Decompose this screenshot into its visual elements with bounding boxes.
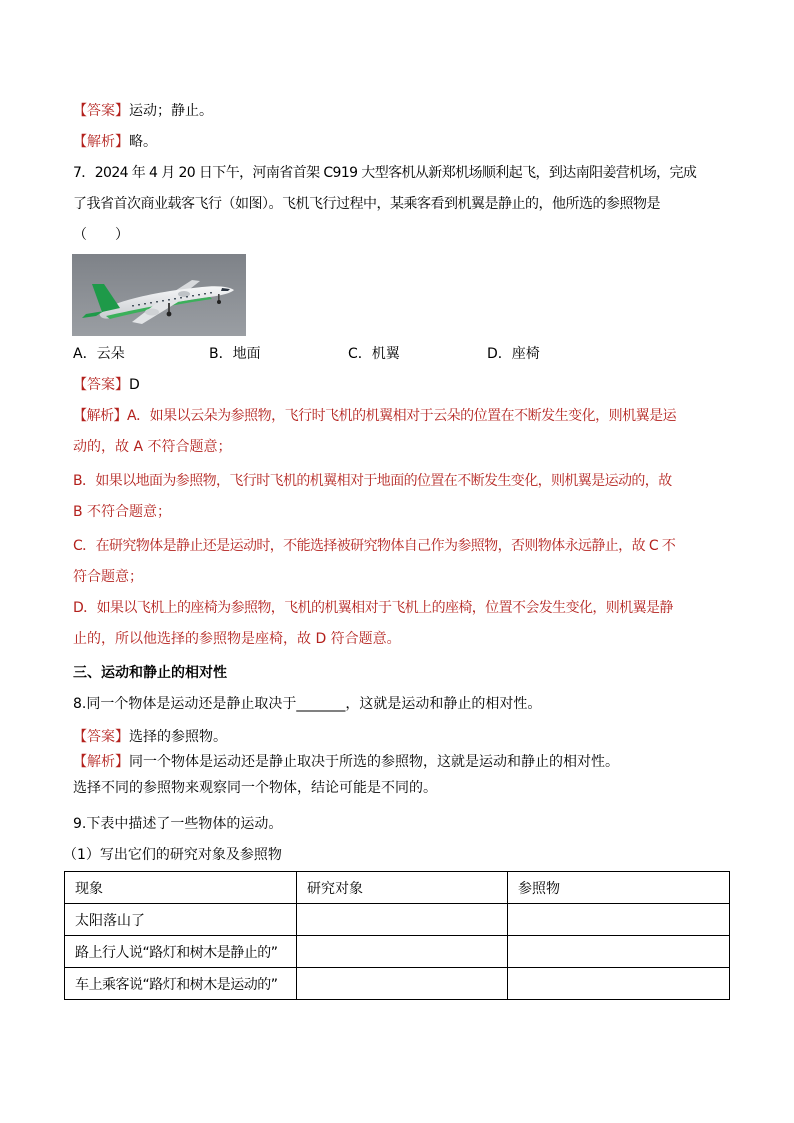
column-header-reference-object: 参照物 [508, 872, 730, 904]
phenomenon-cell: 路上行人说“路灯和树木是静止的” [65, 936, 297, 968]
analysis-text: 同一个物体是运动还是静止取决于所选的参照物，这就是运动和静止的相对性。 [129, 754, 619, 770]
q7-stem-line-1: 7．2024 年 4 月 20 日下午，河南省首架 C919 大型客机从新郑机场顺利起飞，到达南阳姜营机场，完成 [73, 165, 697, 181]
section-heading: 三、运动和静止的相对性 [73, 665, 227, 681]
table-row [65, 968, 730, 1000]
research-object-cell[interactable] [297, 968, 508, 1000]
c919-airplane-photo [72, 254, 246, 336]
column-header-research-object: 研究对象 [297, 872, 508, 904]
q7-stem-line-3: （ ） [73, 227, 129, 243]
answer-tag: 【答案】 [73, 377, 129, 393]
analysis-text: 略。 [129, 134, 157, 150]
q8-analysis-line-2: 选择不同的参照物来观察同一个物体，结论可能是不同的。 [73, 780, 437, 796]
q8-analysis [73, 752, 619, 772]
q7-analysis-line-2: 动的，故 A 不符合题意； [73, 439, 232, 455]
table-row [65, 936, 730, 968]
phenomena-table [64, 871, 730, 1000]
q7-answer [73, 375, 140, 395]
answer-tag: 【答案】 [73, 729, 129, 745]
answer-text: 运动；静止。 [129, 103, 213, 119]
q7-analysis-line-7: D．如果以飞机上的座椅为参照物，飞机的机翼相对于飞机上的座椅，位置不会发生变化，则机翼是静 [73, 600, 673, 616]
option-c: C．机翼 [348, 346, 400, 362]
analysis-tag: 【解析】 [73, 134, 129, 150]
option-a: A．云朵 [73, 346, 125, 362]
q7-analysis-line-1 [73, 406, 676, 426]
column-header-phenomenon: 现象 [65, 872, 297, 904]
q8-stem: 8.同一个物体是运动还是静止取决于_______，这就是运动和静止的相对性。 [73, 696, 542, 712]
q7-analysis-line-4: B 不符合题意； [73, 504, 172, 520]
analysis-text: A．如果以云朵为参照物，飞行时飞机的机翼相对于云朵的位置在不断发生变化，则机翼是运 [127, 408, 677, 424]
q6-answer [73, 101, 213, 121]
option-d: D．座椅 [487, 346, 540, 362]
analysis-tag: 【解析】 [73, 408, 127, 424]
reference-object-cell[interactable] [508, 904, 730, 936]
q9-stem: 9.下表中描述了一些物体的运动。 [73, 816, 283, 832]
reference-object-cell[interactable] [508, 968, 730, 1000]
research-object-cell[interactable] [297, 904, 508, 936]
q8-answer [73, 727, 227, 747]
table-header-row [65, 872, 730, 904]
q7-analysis-line-6: 符合题意； [73, 569, 143, 585]
q7-options [73, 344, 633, 364]
answer-text: D [129, 377, 140, 393]
option-b: B．地面 [209, 346, 261, 362]
q7-analysis-line-8: 止的，所以他选择的参照物是座椅，故 D 符合题意。 [73, 631, 401, 647]
q7-analysis-line-5: C．在研究物体是静止还是运动时，不能选择被研究物体自己作为参照物，否则物体永远静止，故 C 不 [73, 538, 676, 554]
reference-object-cell[interactable] [508, 936, 730, 968]
table-row [65, 904, 730, 936]
answer-text: 选择的参照物。 [129, 729, 227, 745]
phenomenon-cell: 太阳落山了 [65, 904, 297, 936]
analysis-tag: 【解析】 [73, 754, 129, 770]
phenomenon-cell: 车上乘客说“路灯和树木是运动的” [65, 968, 297, 1000]
q7-analysis-line-3: B．如果以地面为参照物，飞行时飞机的机翼相对于地面的位置在不断发生变化，则机翼是运动的，故 [73, 473, 672, 489]
research-object-cell[interactable] [297, 936, 508, 968]
q9-sub-question-1: （1）写出它们的研究对象及参照物 [63, 847, 282, 863]
q7-stem-line-2: 了我省首次商业载客飞行（如图）。飞机飞行过程中，某乘客看到机翼是静止的，他所选的参照物是 [73, 196, 660, 212]
answer-tag: 【答案】 [73, 103, 129, 119]
q6-analysis [73, 132, 157, 152]
